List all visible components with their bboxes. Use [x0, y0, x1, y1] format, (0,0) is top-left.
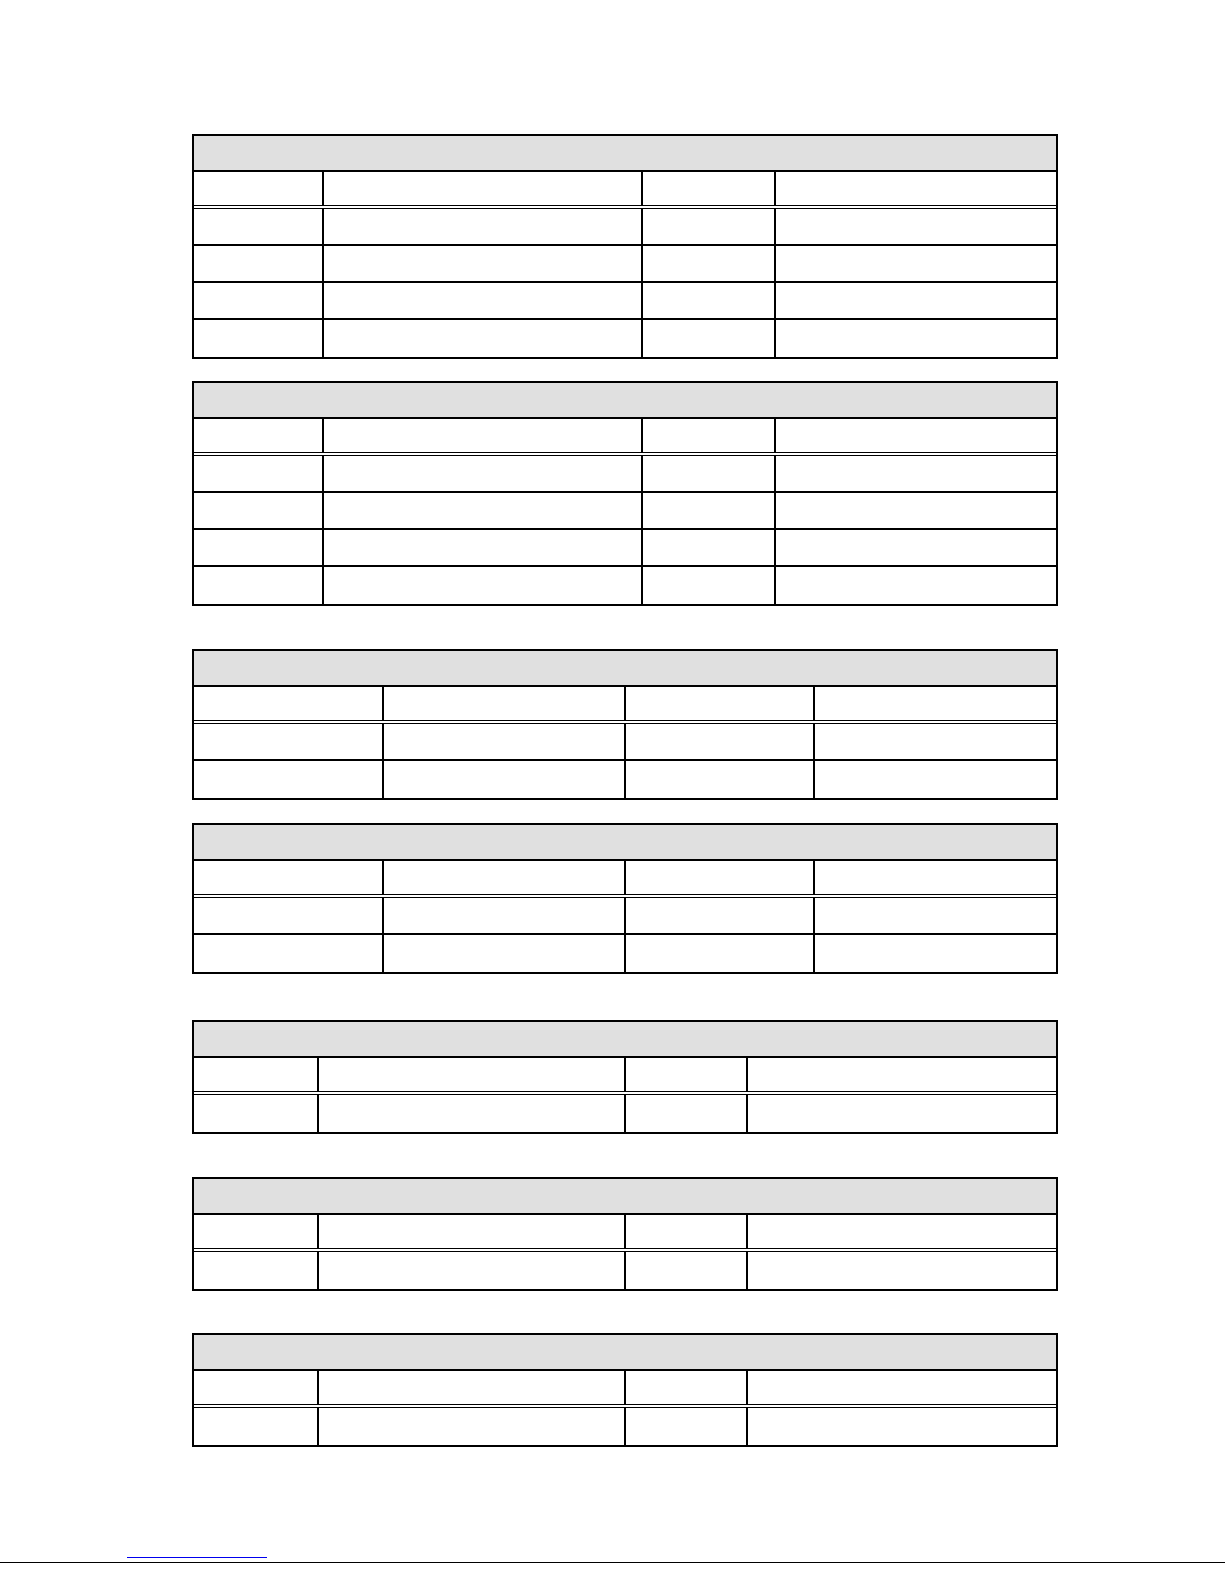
- table-cell: [194, 320, 324, 357]
- column-header-cell: [319, 1371, 626, 1404]
- column-header-cell: [626, 687, 815, 720]
- table-cell: [776, 530, 1056, 565]
- column-header-row: [194, 172, 1056, 209]
- table-cell: [815, 898, 1056, 933]
- column-header-cell: [626, 861, 815, 894]
- table-cell: [194, 724, 384, 759]
- column-header-row: [194, 1058, 1056, 1095]
- table-cell: [643, 283, 776, 318]
- table-cell: [319, 1252, 626, 1289]
- column-header-cell: [384, 687, 626, 720]
- table-cell: [194, 898, 384, 933]
- table-cell: [643, 320, 776, 357]
- form-table-3: [192, 649, 1058, 800]
- table-cell: [194, 493, 324, 528]
- form-table-5: [192, 1020, 1058, 1134]
- table-row: [194, 1408, 1056, 1445]
- column-header-cell: [643, 172, 776, 205]
- column-header-row: [194, 1215, 1056, 1252]
- table-cell: [776, 493, 1056, 528]
- table-cell: [815, 935, 1056, 972]
- table-cell: [324, 567, 643, 604]
- column-header-cell: [776, 419, 1056, 452]
- column-header-cell: [324, 419, 643, 452]
- table-cell: [776, 456, 1056, 491]
- column-header-cell: [815, 861, 1056, 894]
- table-row: [194, 530, 1056, 567]
- table-cell: [626, 898, 815, 933]
- table-cell: [194, 1252, 319, 1289]
- table-cell: [319, 1095, 626, 1132]
- column-header-cell: [384, 861, 626, 894]
- table-cell: [626, 1252, 748, 1289]
- table-cell: [324, 530, 643, 565]
- table-cell: [643, 456, 776, 491]
- form-table-1: [192, 134, 1058, 359]
- table-cell: [194, 209, 324, 244]
- table-cell: [194, 761, 384, 798]
- table-cell: [194, 246, 324, 281]
- table-cell: [776, 320, 1056, 357]
- table-cell: [324, 209, 643, 244]
- table-row: [194, 898, 1056, 935]
- table-row: [194, 567, 1056, 604]
- table-cell: [384, 898, 626, 933]
- table-row: [194, 1095, 1056, 1132]
- table-cell: [643, 209, 776, 244]
- column-header-cell: [626, 1371, 748, 1404]
- column-header-cell: [194, 172, 324, 205]
- table-cell: [384, 761, 626, 798]
- table-header-bar: [194, 383, 1056, 419]
- table-header-bar: [194, 1335, 1056, 1371]
- table-cell: [748, 1095, 1056, 1132]
- table-row: [194, 761, 1056, 798]
- footer-rule: [0, 1562, 1225, 1563]
- table-row: [194, 493, 1056, 530]
- table-cell: [643, 246, 776, 281]
- table-cell: [626, 724, 815, 759]
- table-row: [194, 283, 1056, 320]
- form-table-4: [192, 823, 1058, 974]
- table-cell: [384, 935, 626, 972]
- column-header-cell: [748, 1058, 1056, 1091]
- column-header-cell: [748, 1371, 1056, 1404]
- table-cell: [324, 246, 643, 281]
- table-cell: [626, 761, 815, 798]
- table-cell: [643, 493, 776, 528]
- table-header-bar: [194, 1022, 1056, 1058]
- table-cell: [194, 530, 324, 565]
- column-header-row: [194, 1371, 1056, 1408]
- table-cell: [319, 1408, 626, 1445]
- column-header-cell: [626, 1058, 748, 1091]
- table-cell: [748, 1252, 1056, 1289]
- table-header-bar: [194, 1179, 1056, 1215]
- table-cell: [643, 567, 776, 604]
- column-header-cell: [194, 1371, 319, 1404]
- table-row: [194, 724, 1056, 761]
- form-table-7: [192, 1333, 1058, 1447]
- table-cell: [815, 761, 1056, 798]
- table-cell: [194, 1095, 319, 1132]
- table-row: [194, 1252, 1056, 1289]
- column-header-cell: [194, 687, 384, 720]
- column-header-cell: [319, 1058, 626, 1091]
- table-header-bar: [194, 136, 1056, 172]
- column-header-cell: [324, 172, 643, 205]
- table-cell: [776, 283, 1056, 318]
- column-header-row: [194, 687, 1056, 724]
- form-table-2: [192, 381, 1058, 606]
- table-row: [194, 456, 1056, 493]
- column-header-cell: [815, 687, 1056, 720]
- table-cell: [324, 456, 643, 491]
- table-header-bar: [194, 825, 1056, 861]
- table-cell: [194, 1408, 319, 1445]
- table-cell: [194, 283, 324, 318]
- table-cell: [324, 493, 643, 528]
- table-cell: [194, 456, 324, 491]
- column-header-cell: [626, 1215, 748, 1248]
- column-header-cell: [194, 1215, 319, 1248]
- table-row: [194, 320, 1056, 357]
- table-cell: [324, 320, 643, 357]
- table-cell: [626, 935, 815, 972]
- table-header-bar: [194, 651, 1056, 687]
- table-cell: [384, 724, 626, 759]
- column-header-cell: [776, 172, 1056, 205]
- column-header-cell: [643, 419, 776, 452]
- column-header-row: [194, 861, 1056, 898]
- table-cell: [626, 1408, 748, 1445]
- table-cell: [194, 935, 384, 972]
- column-header-row: [194, 419, 1056, 456]
- table-cell: [626, 1095, 748, 1132]
- table-row: [194, 935, 1056, 972]
- footer-link[interactable]: [127, 1557, 267, 1558]
- column-header-cell: [319, 1215, 626, 1248]
- table-cell: [324, 283, 643, 318]
- table-cell: [748, 1408, 1056, 1445]
- table-row: [194, 246, 1056, 283]
- form-table-6: [192, 1177, 1058, 1291]
- column-header-cell: [194, 419, 324, 452]
- table-row: [194, 209, 1056, 246]
- column-header-cell: [194, 1058, 319, 1091]
- table-cell: [776, 246, 1056, 281]
- column-header-cell: [748, 1215, 1056, 1248]
- table-cell: [194, 567, 324, 604]
- table-cell: [643, 530, 776, 565]
- table-cell: [776, 567, 1056, 604]
- table-cell: [776, 209, 1056, 244]
- column-header-cell: [194, 861, 384, 894]
- table-cell: [815, 724, 1056, 759]
